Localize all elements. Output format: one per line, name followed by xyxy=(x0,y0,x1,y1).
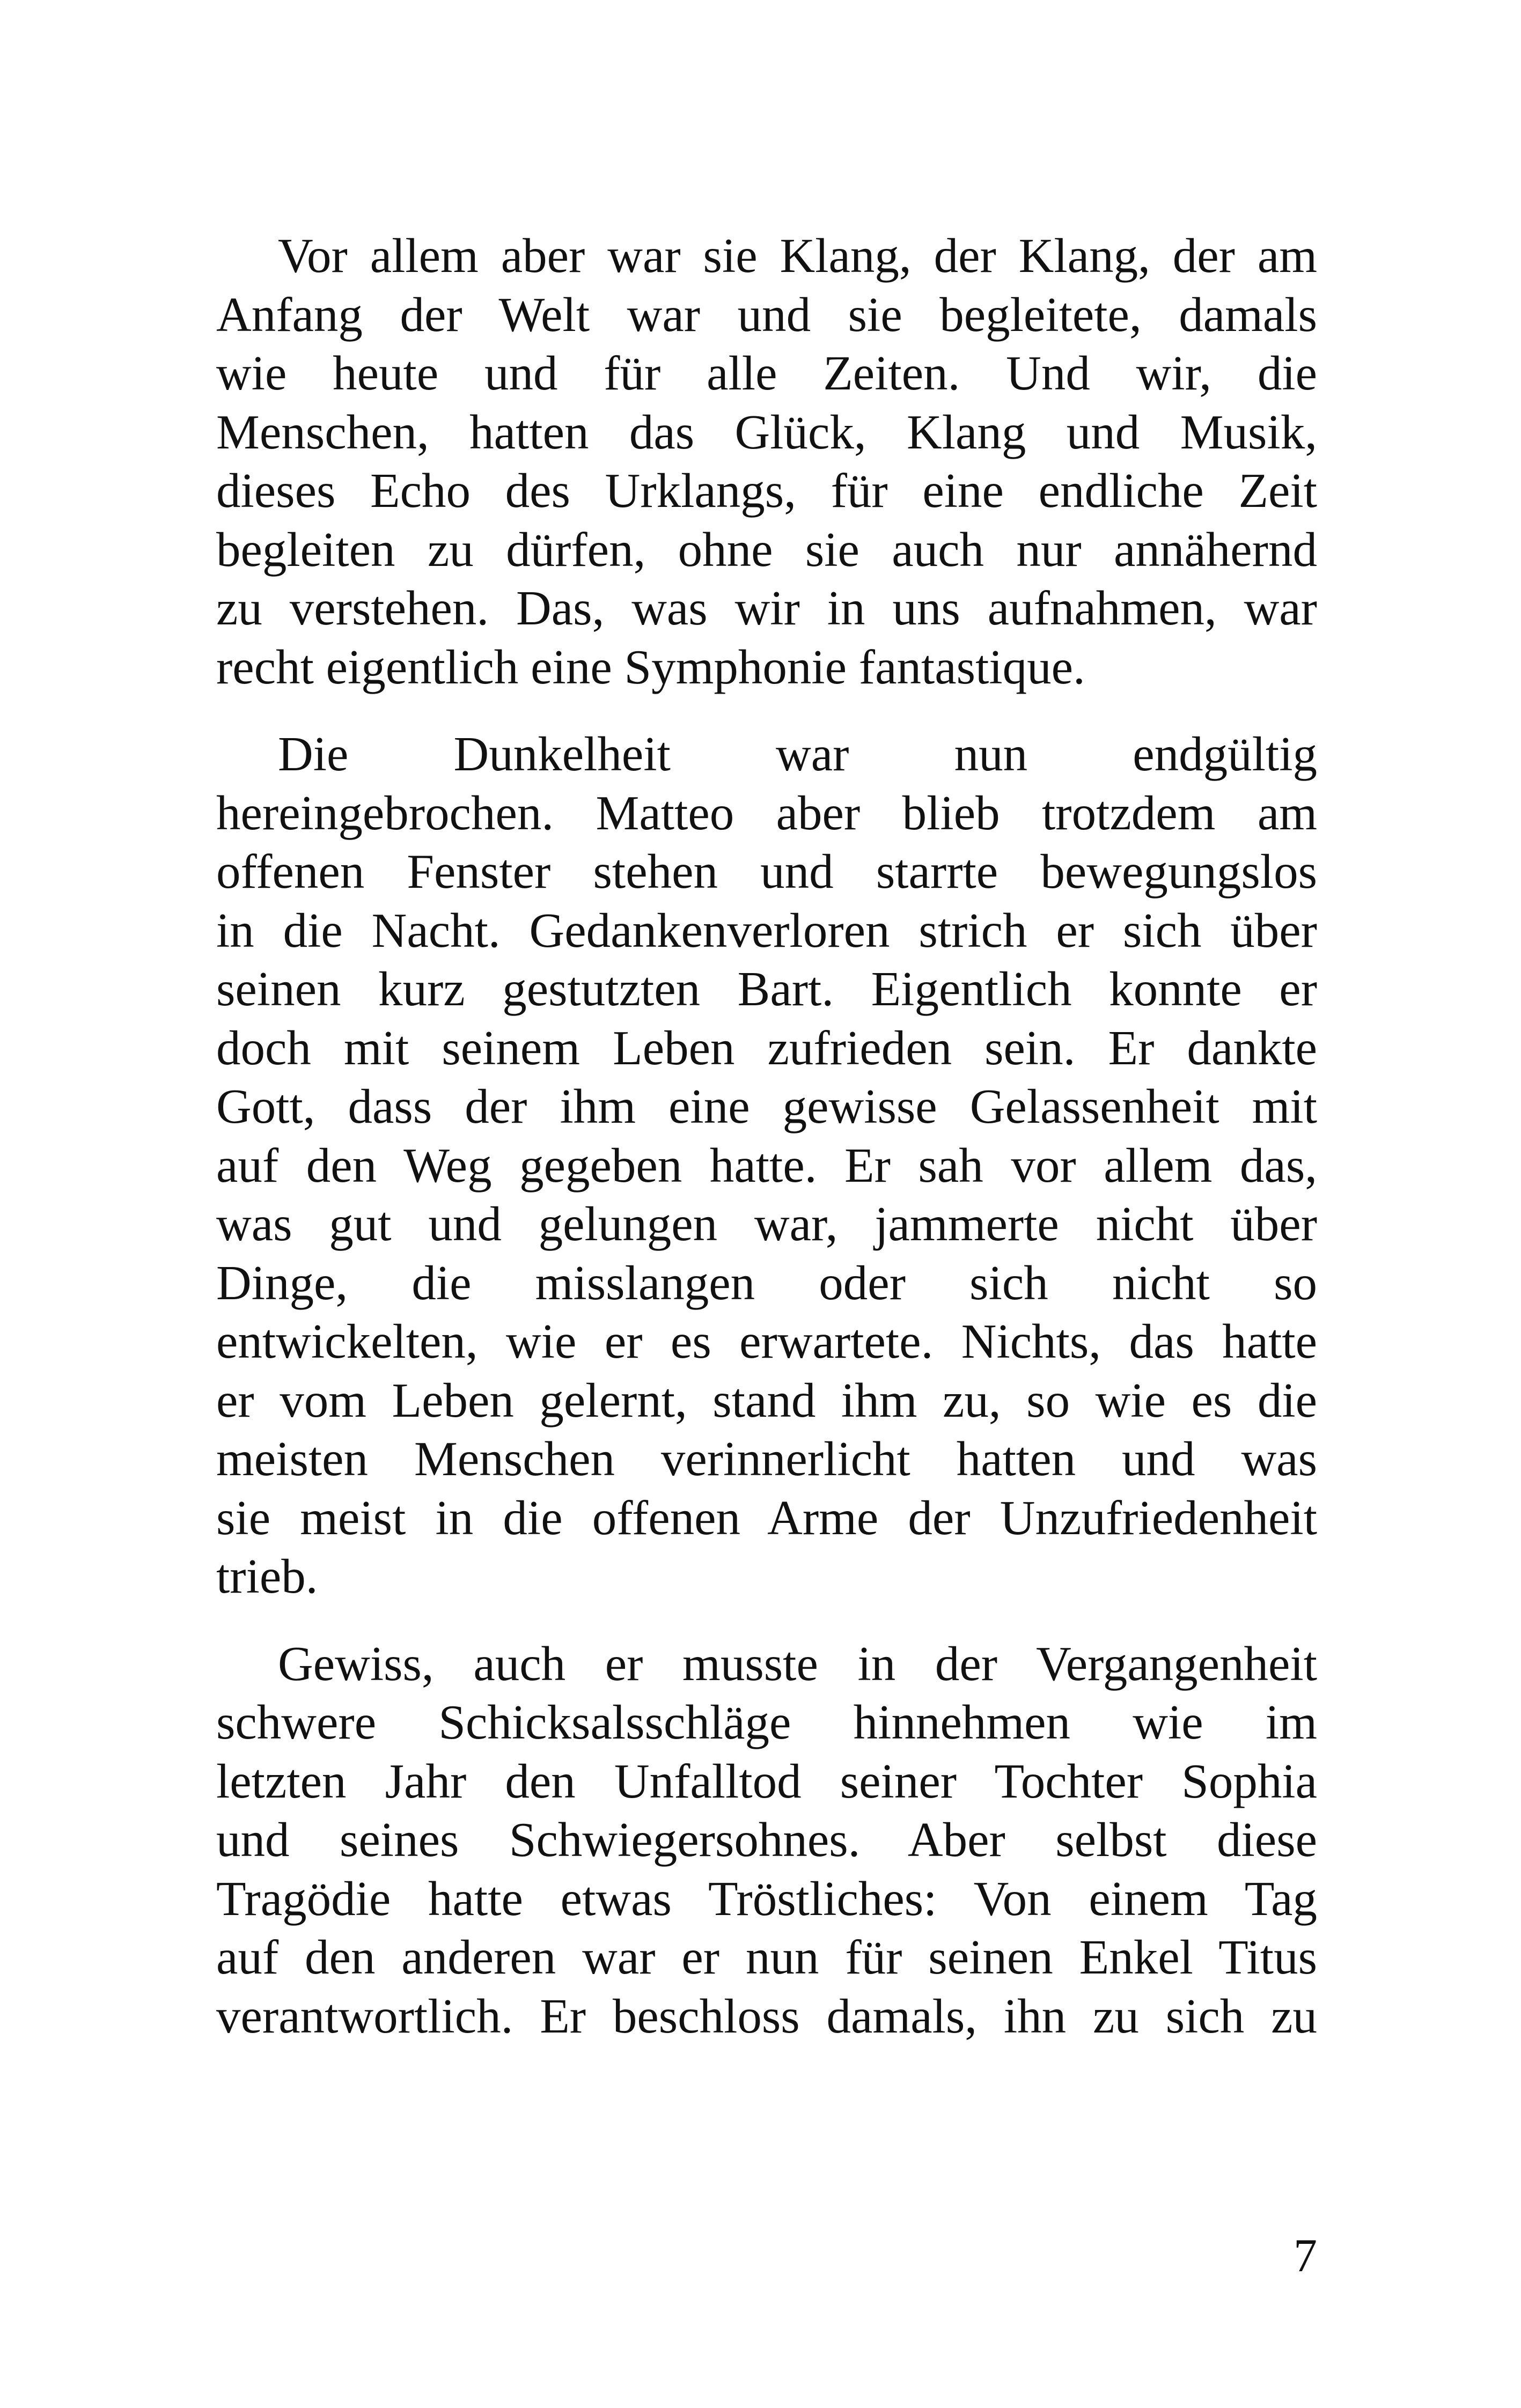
text-line: Dinge, die misslangen oder sich nicht so xyxy=(216,1255,1317,1310)
page-number: 7 xyxy=(1294,2230,1317,2282)
text-line: doch mit seinem Leben zufrieden sein. Er dankte xyxy=(216,1020,1317,1075)
text-line: begleiten zu dürfen, ohne sie auch nur annähernd xyxy=(216,522,1317,577)
text-line: schwere Schicksalsschläge hinnehmen wie im xyxy=(216,1695,1317,1749)
paragraph-gap xyxy=(216,1606,1317,1634)
text-line: Anfang der Welt war und sie begleitete, damals xyxy=(216,287,1317,342)
text-line: Die Dunkelheit war nun endgültig xyxy=(278,727,1317,781)
text-line: wie heute und für alle Zeiten. Und wir, die xyxy=(216,346,1317,400)
text-line: verantwortlich. Er beschloss damals, ihn zu sich zu xyxy=(216,1989,1317,2043)
text-line: entwickelten, wie er es erwartete. Nichts, das hatte xyxy=(216,1314,1317,1368)
text-line: auf den anderen war er nun für seinen Enkel Titus xyxy=(216,1930,1317,1984)
text-line: trieb. xyxy=(216,1549,318,1603)
text-line: dieses Echo des Urklangs, für eine endliche Zeit xyxy=(216,463,1317,518)
text-line: offenen Fenster stehen und starrte bewegungslos xyxy=(216,844,1317,899)
text-line: meisten Menschen verinnerlicht hatten und was xyxy=(216,1432,1317,1486)
paragraph-gap xyxy=(216,696,1317,725)
text-line: Gewiss, auch er musste in der Vergangenheit xyxy=(278,1636,1317,1691)
text-line: Menschen, hatten das Glück, Klang und Musik, xyxy=(216,404,1317,459)
text-line: in die Nacht. Gedankenverloren strich er sich über xyxy=(216,903,1317,958)
text-line: was gut und gelungen war, jammerte nicht über xyxy=(216,1197,1317,1251)
text-line: Tragödie hatte etwas Tröstliches: Von einem Tag xyxy=(216,1871,1317,1926)
text-line: und seines Schwiegersohnes. Aber selbst diese xyxy=(216,1813,1317,1867)
text-line: auf den Weg gegeben hatte. Er sah vor allem das, xyxy=(216,1138,1317,1192)
text-line: sie meist in die offenen Arme der Unzufriedenheit xyxy=(216,1490,1317,1545)
text-line: Vor allem aber war sie Klang, der Klang, der am xyxy=(278,229,1317,283)
text-line: hereingebrochen. Matteo aber blieb trotzdem am xyxy=(216,785,1317,840)
text-line: Gott, dass der ihm eine gewisse Gelassenheit mit xyxy=(216,1079,1317,1133)
text-line: seinen kurz gestutzten Bart. Eigentlich konnte er xyxy=(216,962,1317,1016)
text-line: recht eigentlich eine Symphonie fantastique. xyxy=(216,639,1085,694)
body-text xyxy=(216,226,1317,2045)
text-line: zu verstehen. Das, was wir in uns aufnahmen, war xyxy=(216,581,1317,635)
text-line: letzten Jahr den Unfalltod seiner Tochter Sophia xyxy=(216,1754,1317,1808)
text-line: er vom Leben gelernt, stand ihm zu, so wie es die xyxy=(216,1373,1317,1427)
